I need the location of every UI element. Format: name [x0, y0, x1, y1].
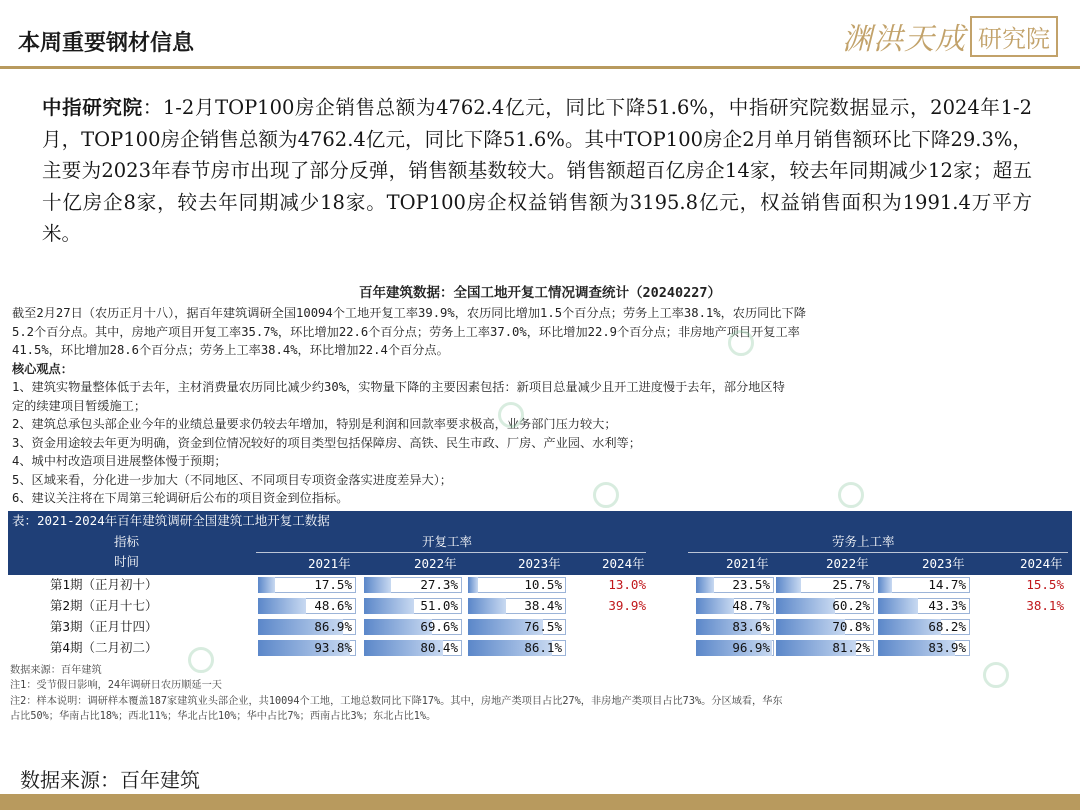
group-divider: [256, 552, 646, 553]
data-cell: [878, 577, 970, 593]
data-cell: [776, 577, 874, 593]
data-value: 83.9%: [928, 639, 966, 655]
data-value: 15.5%: [1026, 576, 1064, 592]
data-cell: [258, 619, 356, 635]
year-header: 2024年: [602, 555, 645, 571]
report-title: 百年建筑数据：全国工地开复工情况调查统计（20240227）: [358, 285, 722, 301]
data-value: 10.5%: [524, 576, 562, 592]
data-bar: [776, 598, 835, 614]
report-paragraph-line: 5.2个百分点。其中，房地产项目开复工率35.7%，环比增加22.6个百分点；劳务上工率37.0%，环比增加22.9个百分点；非房地产项目开复工率: [12, 324, 800, 339]
data-value: 93.8%: [314, 639, 352, 655]
data-cell: [696, 598, 774, 614]
core-point: 3、资金用途较去年更为明确，资金到位情况较好的项目类型包括保障房、高铁、民生市政、厂房、产业园、水利等；: [12, 435, 641, 450]
data-value: 43.3%: [928, 597, 966, 613]
table-row: [8, 575, 1072, 596]
core-heading: 核心观点：: [12, 361, 73, 376]
data-cell: [468, 577, 566, 593]
data-value: 86.1%: [524, 639, 562, 655]
note-line: 注2：样本说明：调研样本覆盖187家建筑业头部企业，共10094个工地，工地总数同比下降17%。其中，房地产类项目占比27%，非房地产类项目占比73%。分区域看，华东: [10, 695, 783, 707]
data-cell: [468, 619, 566, 635]
data-bar: [258, 577, 275, 593]
data-cell: [776, 619, 874, 635]
data-bar: [364, 577, 391, 593]
data-cell: [258, 598, 356, 614]
data-cell: [878, 640, 970, 656]
data-value: 38.1%: [1026, 597, 1064, 613]
data-bar: [696, 598, 734, 614]
note-line: 数据来源：百年建筑: [10, 664, 102, 676]
data-cell: [258, 640, 356, 656]
note-line: 注1：受节假日影响，24年调研日农历顺延一天: [10, 680, 222, 691]
year-header: 2022年: [826, 555, 869, 571]
data-cell: [364, 577, 462, 593]
data-bar: [468, 577, 478, 593]
report-body: [8, 304, 1072, 508]
data-cell: [258, 577, 356, 593]
group-header-resumption: 开复工率: [422, 533, 473, 549]
core-point: 6、建议关注将在下周第三轮调研后公布的项目资金到位指标。: [12, 491, 349, 505]
data-bar: [364, 598, 414, 614]
table-body: [8, 575, 1072, 659]
data-value: 48.7%: [732, 597, 770, 613]
report-image: [8, 282, 1072, 738]
group-divider: [688, 552, 1068, 553]
year-header: 2021年: [726, 555, 769, 571]
data-value: 80.4%: [420, 639, 458, 655]
data-cell: [776, 598, 874, 614]
data-value: 14.7%: [928, 576, 966, 592]
data-bar: [878, 598, 918, 614]
data-value: 83.6%: [732, 618, 770, 634]
data-value: 68.2%: [928, 618, 966, 634]
data-value: 60.2%: [832, 597, 870, 613]
data-value: 13.0%: [608, 576, 646, 592]
table-row: [8, 638, 1072, 659]
data-cell: [570, 598, 650, 614]
page-title: 本周重要钢材信息: [18, 31, 195, 56]
data-bar: [696, 577, 714, 593]
brand-logo: [842, 14, 1058, 58]
data-value: 86.9%: [314, 618, 352, 634]
data-cell: [696, 619, 774, 635]
data-value: 76.5%: [524, 618, 562, 634]
intro-text: ：1-2月TOP100房企销售总额为4762.4亿元，同比下降51.6%，中指研究院数据显示，2024年1-2月，TOP100房企销售总额为4762.4亿元，同比下降51.6%。其中TOP100房企2月单月销售额环比下降29.3%，主要为2023年春节房市出现了部分反弹，销售额基数较大。销售额超百亿房企14家，较去年同期减少12家；超五十亿房企8家，较去年同期减少18家。TOP100房企权益销售额为3195.8亿元，权益销售面积为1991.4万平方米。: [42, 96, 1032, 245]
data-value: 27.3%: [420, 576, 458, 592]
data-cell: [878, 619, 970, 635]
data-value: 96.9%: [732, 639, 770, 655]
table-caption: 表：2021-2024年百年建筑调研全国建筑工地开复工数据: [8, 511, 1072, 531]
brand-name: 渊洪天成: [842, 22, 966, 57]
data-cell: [570, 577, 650, 593]
report-paragraph-line: 41.5%，环比增加28.6个百分点；劳务上工率38.4%，环比增加22.4个百分点。: [12, 343, 449, 357]
data-cell: [468, 598, 566, 614]
table-row: [8, 596, 1072, 617]
data-cell: [696, 640, 774, 656]
row-label: 第1期（正月初十）: [50, 576, 158, 592]
row-label: 第3期（正月廿四）: [50, 618, 158, 634]
data-value: 51.0%: [420, 597, 458, 613]
year-header: 2022年: [414, 555, 457, 571]
row-label: 第4期（二月初二）: [50, 639, 158, 655]
core-point: 4、城中村改造项目进展整体慢于预期；: [12, 454, 227, 468]
year-header: 2023年: [922, 555, 965, 571]
header-divider: [0, 66, 1080, 69]
data-bar: [258, 598, 306, 614]
data-cell: [468, 640, 566, 656]
year-header: 2021年: [308, 555, 351, 571]
table-row: [8, 617, 1072, 638]
data-cell: [976, 598, 1068, 614]
footer-bar: [0, 794, 1080, 810]
year-header: 2024年: [1020, 555, 1063, 571]
brand-box: 研究院: [970, 16, 1058, 57]
report-paragraph-line: 截至2月27日（农历正月十八），据百年建筑调研全国10094个工地开复工率39.9%，农历同比增加1.5个百分点；劳务上工率38.1%，农历同比下降: [12, 306, 806, 320]
data-value: 23.5%: [732, 576, 770, 592]
row-label: 第2期（正月十七）: [50, 597, 158, 613]
data-cell: [696, 577, 774, 593]
core-point: 2、建筑总承包头部企业今年的业绩总量要求仍较去年增加，特别是利润和回款率要求极高，业务部门压力较大；: [12, 417, 617, 431]
data-value: 25.7%: [832, 576, 870, 592]
footer-source: 数据来源：百年建筑: [20, 768, 200, 792]
data-value: 39.9%: [608, 597, 646, 613]
core-point: 5、区域来看，分化进一步加大（不同地区、不同项目专项资金落实进度差异大）；: [12, 472, 452, 487]
data-cell: [364, 619, 462, 635]
data-value: 69.6%: [420, 618, 458, 634]
corner-top: 指标: [114, 533, 140, 549]
corner-bottom: 时间: [114, 553, 140, 569]
data-cell: [364, 640, 462, 656]
data-cell: [364, 598, 462, 614]
data-value: 17.5%: [314, 576, 352, 592]
data-bar: [878, 577, 892, 593]
core-point: 1、建筑实物量整体低于去年，主材消费量农历同比减少约30%，实物量下降的主要因素包括：新项目总量减少且开工进度慢于去年，部分地区特: [12, 380, 785, 394]
data-value: 38.4%: [524, 597, 562, 613]
group-header-labor: 劳务上工率: [832, 533, 895, 549]
report-notes: [8, 663, 1072, 725]
table-header: [8, 531, 1072, 575]
year-header: 2023年: [518, 555, 561, 571]
intro-lead: 中指研究院: [42, 96, 143, 119]
core-point: 定的续建项目暂缓施工；: [12, 398, 147, 413]
intro-paragraph: [42, 92, 1032, 250]
data-cell: [976, 577, 1068, 593]
data-bar: [468, 598, 506, 614]
data-cell: [776, 640, 874, 656]
data-bar: [776, 577, 801, 593]
slide-header: [0, 0, 1080, 72]
data-value: 81.2%: [832, 639, 870, 655]
data-cell: [878, 598, 970, 614]
data-value: 70.8%: [832, 618, 870, 634]
note-line: 占比50%；华南占比18%；西北11%；华北占比10%；华中占比7%；西南占比3%；东北占比1%。: [10, 711, 437, 722]
data-value: 48.6%: [314, 597, 352, 613]
